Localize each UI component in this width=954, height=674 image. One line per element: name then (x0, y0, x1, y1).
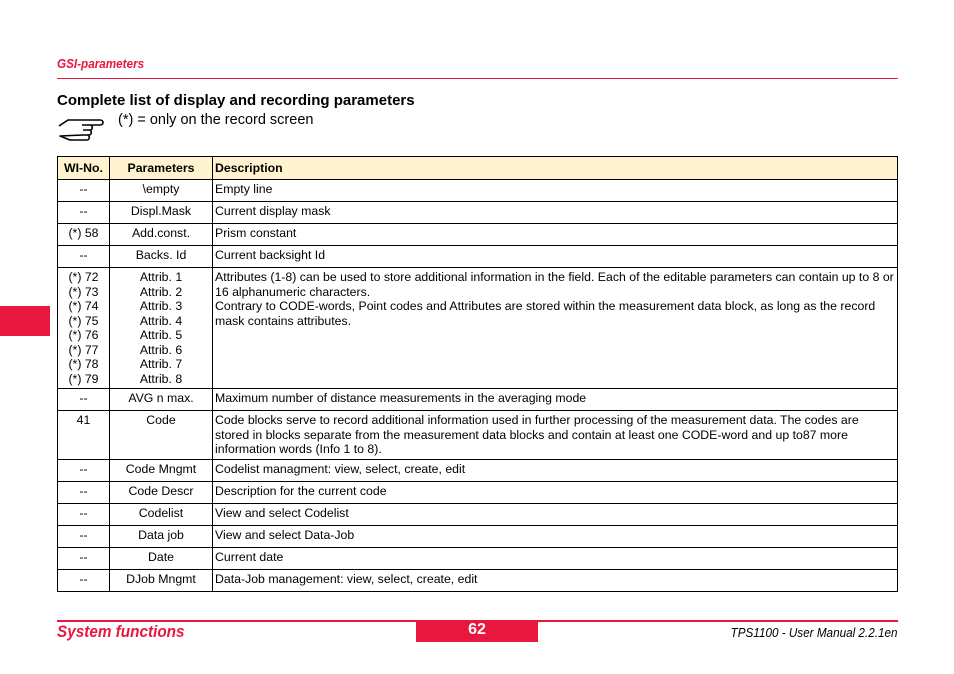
footer-chapter-title: System functions (57, 622, 185, 641)
column-header-description: Description (213, 157, 898, 180)
parameter-name: Attrib. 4 (139, 313, 183, 328)
wi-number: -- (79, 549, 88, 564)
parameter-cell (110, 569, 213, 591)
wi-number: (*) 75 (68, 313, 99, 328)
parameter-name: \empty (142, 182, 180, 196)
wi-number: -- (79, 391, 88, 405)
wi-number-cell (58, 525, 110, 547)
wi-number-cell (58, 411, 110, 460)
parameter-name: Code Descr (128, 483, 194, 498)
table-row (58, 547, 898, 569)
description-cell: Attributes (1-8) can be used to store additional information in the field. Each of the editable parameters can contain up to 8 or 16 alphanumeric characters. Contrary to CODE-words, Point codes and Attributes are stored within the measurement data block, as long as the record mask contains attributes. (213, 268, 898, 389)
table-row (58, 268, 898, 389)
parameter-name: AVG n max. (128, 391, 194, 405)
table-row (58, 389, 898, 411)
wi-number: -- (79, 461, 88, 476)
wi-number: (*) 72 (68, 270, 99, 284)
wi-number-cell (58, 503, 110, 525)
parameter-cell (110, 503, 213, 525)
wi-number-cell (58, 389, 110, 411)
table-row (58, 202, 898, 224)
parameter-name: Code Mngmt (125, 461, 197, 476)
table-row (58, 525, 898, 547)
side-tab-marker (0, 306, 50, 336)
table-row (58, 569, 898, 591)
wi-number-cell (58, 569, 110, 591)
pointing-hand-icon (56, 114, 108, 148)
parameter-name: Attrib. 6 (139, 342, 183, 357)
description-cell: Prism constant (213, 224, 898, 246)
table-row (58, 459, 898, 481)
wi-number: -- (79, 204, 88, 218)
table-row (58, 180, 898, 202)
parameter-name: Attrib. 8 (139, 371, 183, 386)
wi-number-cell (58, 547, 110, 569)
parameter-name: Attrib. 5 (139, 328, 183, 342)
column-header-parameters: Parameters (110, 157, 213, 180)
wi-number-cell (58, 180, 110, 202)
parameter-name: Codelist (138, 505, 184, 520)
table-row (58, 246, 898, 268)
wi-number: (*) 79 (68, 371, 99, 386)
wi-number: -- (79, 248, 88, 262)
wi-number-cell (58, 224, 110, 246)
table-header-row (58, 157, 898, 180)
parameter-name: Code (146, 413, 176, 427)
parameter-name: Backs. Id (135, 248, 187, 262)
wi-number: (*) 78 (68, 357, 99, 371)
section-label: GSI-parameters (57, 56, 145, 71)
table-row (58, 481, 898, 503)
wi-number: -- (79, 182, 88, 196)
parameter-cell (110, 525, 213, 547)
wi-number-cell (58, 202, 110, 224)
parameter-cell (110, 268, 213, 389)
description-cell: View and select Codelist (213, 503, 898, 525)
description-cell: Codelist managment: view, select, create, edit (213, 459, 898, 481)
wi-number: (*) 74 (68, 299, 99, 313)
wi-number: 41 (76, 413, 91, 427)
page-heading: Complete list of display and recording parameters (57, 92, 415, 109)
manual-reference: TPS1100 - User Manual 2.2.1en (730, 625, 897, 640)
table-row (58, 411, 898, 460)
parameter-cell (110, 547, 213, 569)
column-header-wi-no: WI-No. (58, 157, 110, 180)
parameter-cell (110, 411, 213, 460)
description-cell: Current display mask (213, 202, 898, 224)
parameter-name: Displ.Mask (130, 204, 192, 218)
description-cell: Data-Job management: view, select, create, edit (213, 569, 898, 591)
parameter-name: Add.const. (131, 226, 191, 240)
table-row (58, 224, 898, 246)
description-cell: Current date (213, 547, 898, 569)
wi-number-cell (58, 481, 110, 503)
wi-number: (*) 77 (68, 342, 99, 357)
parameter-cell (110, 246, 213, 268)
table-row (58, 503, 898, 525)
wi-number: (*) 58 (68, 226, 99, 240)
parameter-cell (110, 459, 213, 481)
parameter-name: Date (148, 549, 174, 564)
description-cell: Current backsight Id (213, 246, 898, 268)
record-screen-note: (*) = only on the record screen (118, 112, 314, 128)
wi-number: (*) 73 (68, 284, 99, 299)
wi-number: -- (79, 505, 88, 520)
parameter-name: Attrib. 7 (139, 357, 183, 371)
wi-number: -- (79, 571, 88, 586)
wi-number: (*) 76 (68, 328, 99, 342)
parameter-name: Attrib. 2 (139, 284, 183, 299)
description-cell: Maximum number of distance measurements in the averaging mode (213, 389, 898, 411)
header-rule (57, 78, 898, 79)
page-number: 62 (416, 620, 538, 642)
wi-number: -- (79, 527, 88, 542)
description-cell: Description for the current code (213, 481, 898, 503)
wi-number-cell (58, 246, 110, 268)
description-cell: Empty line (213, 180, 898, 202)
parameter-name: Data job (138, 527, 184, 542)
parameter-name: DJob Mngmt (126, 571, 196, 586)
parameter-name: Attrib. 1 (139, 270, 183, 284)
wi-number-cell (58, 268, 110, 389)
parameter-name: Attrib. 3 (139, 299, 183, 313)
parameter-cell (110, 389, 213, 411)
description-cell: View and select Data-Job (213, 525, 898, 547)
wi-number: -- (79, 483, 88, 498)
wi-number-cell (58, 459, 110, 481)
parameter-cell (110, 224, 213, 246)
parameters-table (57, 156, 898, 592)
description-cell: Code blocks serve to record additional information used in further processing of the measurement data. The codes are stored in blocks separate from the measurement data blocks and contain at least one CODE-word and up to87 more information words (Info 1 to 8). (213, 411, 898, 460)
parameter-cell (110, 180, 213, 202)
parameter-cell (110, 481, 213, 503)
parameter-cell (110, 202, 213, 224)
